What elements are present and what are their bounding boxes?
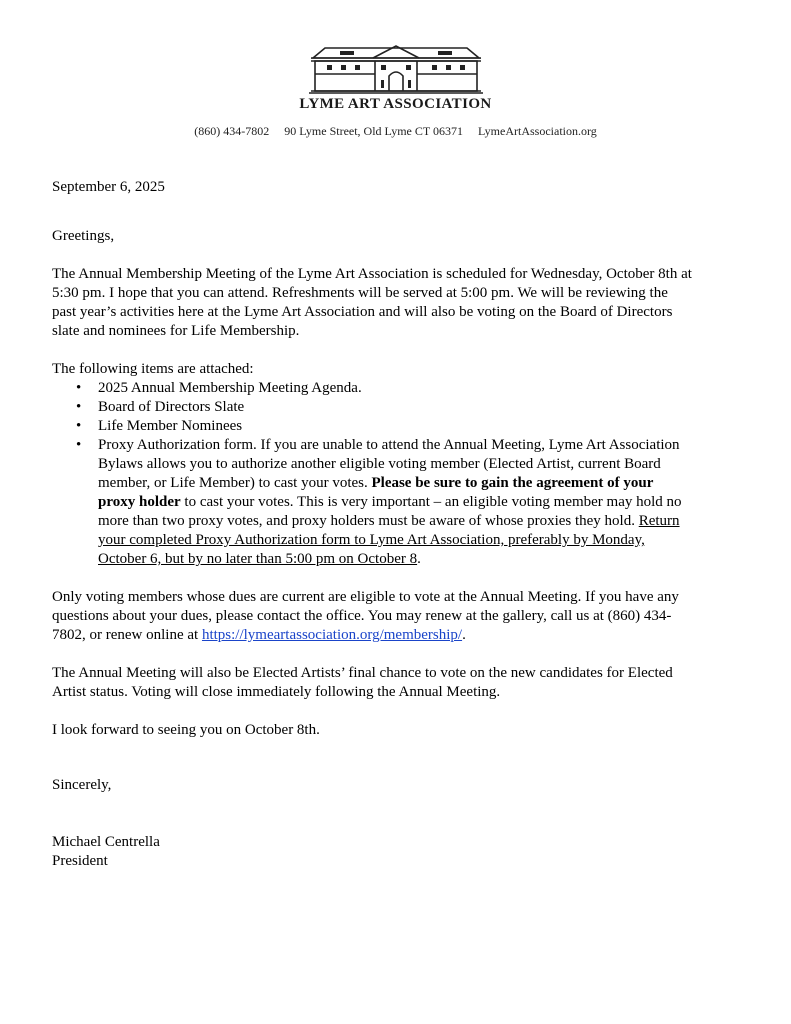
attachments-list <box>52 379 692 569</box>
look-forward: I look forward to seeing you on October 8th. <box>52 722 320 738</box>
list-item: • 2025 Annual Membership Meeting Agenda. <box>98 379 692 398</box>
building-logo-icon <box>305 44 487 94</box>
dues-paragraph <box>52 588 692 645</box>
dues-text: Only voting members whose dues are current are eligible to vote at the Annual Meeting. If you have any questions about your dues, please contact the office. You may renew at the gallery, call us at (860) 434-7802, or renew online at <box>52 589 679 643</box>
letter-body <box>52 178 692 871</box>
signer-name: Michael Centrella <box>52 834 160 850</box>
org-phone: (860) 434-7802 <box>194 124 270 138</box>
org-website: LymeArtAssociation.org <box>478 124 597 138</box>
list-item: • Life Member Nominees <box>98 417 692 436</box>
list-item: • Board of Directors Slate <box>98 398 692 417</box>
proxy-underlined-text: Return your completed Proxy Authorization form to Lyme Art Association, preferably by Monday, October 6, but by no later than 5:00 pm on October 8 <box>98 513 680 567</box>
contact-line <box>0 124 791 139</box>
letterhead <box>0 44 791 113</box>
org-name: LYME ART ASSOCIATION <box>299 96 492 112</box>
proxy-text-1: Proxy Authorization form. If you are unable to attend the Annual Meeting, Lyme Art Association Bylaws allows you to authorize another eligible voting member (Elected Artist, current Board member, or Life Member) to cast your votes. <box>98 437 680 491</box>
greeting: Greetings, <box>52 228 115 244</box>
closing: Sincerely, <box>52 777 112 793</box>
proxy-text-2: to cast your votes. This is very important – an eligible voting member may hold no more than two proxy votes, and proxy holders must be aware of whose proxies they hold. <box>98 494 682 529</box>
membership-link[interactable]: https://lymeartassociation.org/membership/ <box>201 627 463 643</box>
signer-title: President <box>52 853 108 869</box>
intro-paragraph: The Annual Membership Meeting of the Lyme Art Association is scheduled for Wednesday, October 8th at 5:30 pm. I hope that you can attend. Refreshments will be served at 5:00 pm. We will be reviewing the past year’s activities here at the Lyme Art Association and will also be voting on the Board of Directors slate and nominees for Life Membership. <box>52 266 692 339</box>
letter-date: September 6, 2025 <box>52 179 165 195</box>
org-address: 90 Lyme Street, Old Lyme CT 06371 <box>284 124 463 138</box>
attachments-heading: The following items are attached: <box>52 361 254 377</box>
elected-paragraph: The Annual Meeting will also be Elected Artists’ final chance to vote on the new candidates for Elected Artist status. Voting will close immediately following the Annual Meeting. <box>52 665 673 700</box>
dues-end: . <box>462 627 466 643</box>
proxy-end: . <box>417 551 421 567</box>
proxy-bold-text: Please be sure to gain the agreement of your proxy holder <box>98 475 654 510</box>
proxy-list-item <box>98 436 692 569</box>
